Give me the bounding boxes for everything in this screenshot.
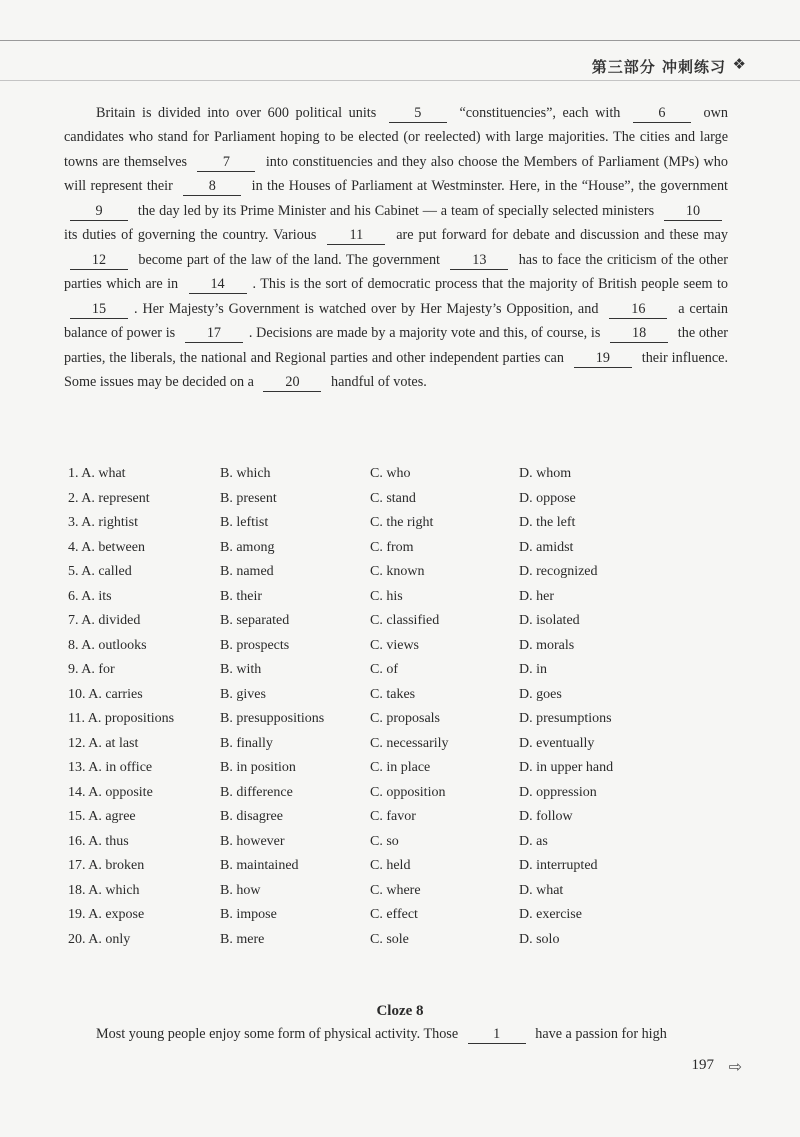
option-row <box>68 883 748 908</box>
option-choice: D. what <box>519 882 564 898</box>
passage-text: . This is the sort of democratic process that the majority of British people seem to <box>252 276 729 293</box>
option-choice: B. disagree <box>220 809 283 824</box>
answer-blank: 12 <box>70 252 128 270</box>
option-choice: D. in <box>519 662 547 677</box>
option-choice: D. isolated <box>519 613 580 628</box>
option-choice: D. her <box>519 588 554 604</box>
option-choice: C. held <box>370 858 411 873</box>
cloze-8-blank: 1 <box>468 1026 526 1044</box>
option-row <box>68 760 748 785</box>
option-choice: C. the right <box>370 515 434 530</box>
option-choice: C. favor <box>370 809 416 824</box>
passage-text: become part of the law of the land. The government <box>134 251 445 268</box>
option-choice: 20. A. only <box>68 931 131 947</box>
cloze-8-title: Cloze 8 <box>376 1003 424 1019</box>
option-choice: C. stand <box>370 490 416 506</box>
answer-options <box>68 466 748 956</box>
option-choice: 16. A. thus <box>68 833 129 849</box>
passage-text: its duties of governing the country. Various <box>64 227 322 244</box>
answer-blank: 9 <box>70 203 128 221</box>
passage-text: Britain is divided into over 600 political units <box>96 105 383 121</box>
option-choice: D. solo <box>519 931 560 947</box>
cloze-8-text-after: have a passion for high <box>535 1026 667 1042</box>
option-choice: D. amidst <box>519 539 574 555</box>
option-row <box>68 907 748 932</box>
option-choice: C. of <box>370 662 398 677</box>
option-choice: D. the left <box>519 515 576 530</box>
option-choice: C. his <box>370 588 403 604</box>
option-choice: D. exercise <box>519 907 582 922</box>
option-row <box>68 932 748 957</box>
option-choice: C. effect <box>370 907 418 922</box>
option-choice: C. sole <box>370 931 409 947</box>
option-choice: D. morals <box>519 637 575 653</box>
option-choice: B. named <box>220 564 274 579</box>
option-choice: 4. A. between <box>68 539 145 555</box>
option-choice: 19. A. expose <box>68 907 145 922</box>
option-row <box>68 589 748 614</box>
option-choice: B. gives <box>220 686 266 702</box>
option-choice: 14. A. opposite <box>68 784 153 800</box>
option-choice: C. necessarily <box>370 735 449 751</box>
option-choice: D. presumptions <box>519 711 612 726</box>
option-choice: B. however <box>220 833 285 849</box>
option-choice: C. opposition <box>370 784 446 800</box>
ornament-icon: ❖ <box>732 55 746 73</box>
option-choice: 9. A. for <box>68 662 115 677</box>
cloze-8-text-before: Most young people enjoy some form of physical activity. Those <box>96 1026 459 1042</box>
passage-text: . Decisions are made by a majority vote and this, of course, is <box>248 325 605 342</box>
section-title: 第三部分 冲刺练习 <box>591 58 726 76</box>
answer-blank: 5 <box>389 105 447 123</box>
passage-text: the other parties, the liberals, the national and Regional parties and other independent parties can <box>64 325 728 366</box>
option-choice: 13. A. in office <box>68 760 153 775</box>
option-row <box>68 858 748 883</box>
option-choice: B. with <box>220 662 262 677</box>
option-choice: B. which <box>220 466 271 481</box>
option-choice: 11. A. propositions <box>68 711 175 726</box>
answer-blank: 7 <box>197 154 255 172</box>
option-row <box>68 515 748 540</box>
next-page-arrow-icon: ⇨ <box>728 1057 742 1076</box>
answer-blank: 8 <box>183 178 241 196</box>
option-choice: B. separated <box>220 613 290 628</box>
option-choice: C. classified <box>370 613 440 628</box>
option-row <box>68 491 748 516</box>
option-choice: 7. A. divided <box>68 613 141 628</box>
option-choice: 2. A. represent <box>68 490 150 506</box>
option-choice: C. so <box>370 833 399 849</box>
page-header <box>0 0 800 82</box>
option-choice: D. interrupted <box>519 858 598 873</box>
answer-blank: 18 <box>610 325 668 343</box>
answer-blank: 15 <box>70 301 128 319</box>
answer-blank: 13 <box>450 252 508 270</box>
option-choice: B. maintained <box>220 858 299 873</box>
passage-text: the day led by its Prime Minister and his Cabinet — a team of specially selected ministers <box>134 202 658 219</box>
option-choice: 1. A. what <box>68 466 126 481</box>
option-choice: B. presuppositions <box>220 711 325 726</box>
option-choice: 5. A. called <box>68 564 132 579</box>
option-row <box>68 540 748 565</box>
passage-text: a certain balance of power is <box>64 300 728 342</box>
answer-blank: 16 <box>609 301 667 319</box>
option-choice: D. oppression <box>519 784 597 800</box>
cloze-8-first-line <box>96 1026 746 1044</box>
option-choice: C. where <box>370 882 421 898</box>
option-choice: 18. A. which <box>68 882 140 898</box>
passage-text: own candidates who stand for Parliament hoping to be elected (or reelected) with large majorities. The cities and large towns are themselves <box>64 105 728 170</box>
option-choice: B. how <box>220 882 261 898</box>
option-row <box>68 809 748 834</box>
option-row <box>68 736 748 761</box>
answer-blank: 6 <box>633 105 691 123</box>
option-choice: C. who <box>370 466 411 481</box>
passage-text: . Her Majesty’s Government is watched over by Her Majesty’s Opposition, and <box>134 300 604 317</box>
passage-text: “constituencies”, each with <box>452 105 627 121</box>
option-choice: C. in place <box>370 760 431 775</box>
answer-blank: 14 <box>189 276 247 294</box>
option-choice: 10. A. carries <box>68 686 143 702</box>
option-choice: B. mere <box>220 931 265 947</box>
answer-blank: 10 <box>664 203 722 221</box>
answer-blank: 17 <box>185 325 243 343</box>
option-choice: 17. A. broken <box>68 858 145 873</box>
option-choice: B. their <box>220 588 262 604</box>
option-choice: D. in upper hand <box>519 760 614 775</box>
option-choice: D. oppose <box>519 490 576 506</box>
option-row <box>68 564 748 589</box>
header-rule-lower <box>0 80 800 81</box>
option-choice: 3. A. rightist <box>68 515 139 530</box>
option-choice: C. views <box>370 637 419 653</box>
answer-blank: 19 <box>574 350 632 368</box>
passage-text: are put forward for debate and discussion and these may <box>391 227 728 244</box>
cloze-passage <box>64 101 728 394</box>
option-choice: 12. A. at last <box>68 735 139 751</box>
option-choice: 6. A. its <box>68 588 112 604</box>
option-choice: D. goes <box>519 686 562 702</box>
option-choice: D. recognized <box>519 564 598 579</box>
passage-text: has to face the criticism of the other parties which are in <box>64 251 729 293</box>
option-choice: 15. A. agree <box>68 809 136 824</box>
option-row <box>68 466 748 491</box>
option-row <box>68 662 748 687</box>
option-choice: B. in position <box>220 760 296 775</box>
option-row <box>68 687 748 712</box>
passage-text: their influence. Some issues may be decided on a <box>64 349 729 390</box>
answer-blank: 11 <box>327 227 385 245</box>
option-choice: C. proposals <box>370 711 440 726</box>
option-choice: D. whom <box>519 466 572 481</box>
page-number: 197 <box>691 1057 714 1073</box>
passage-text: in the Houses of Parliament at Westminster. Here, in the “House”, the government <box>247 178 728 195</box>
option-choice: B. among <box>220 539 275 555</box>
answer-blank: 20 <box>263 374 321 392</box>
option-row <box>68 785 748 810</box>
option-row <box>68 638 748 663</box>
passage-text: handful of votes. <box>327 373 427 390</box>
option-choice: B. impose <box>220 907 277 922</box>
option-choice: C. takes <box>370 686 416 702</box>
option-choice: C. from <box>370 539 414 555</box>
passage-text: into constituencies and they also choose the Members of Parliament (MPs) who will represent their <box>64 153 728 195</box>
option-row <box>68 613 748 638</box>
option-choice: D. as <box>519 833 548 849</box>
option-choice: D. follow <box>519 809 573 824</box>
option-row <box>68 711 748 736</box>
header-rule <box>0 40 800 41</box>
option-choice: B. prospects <box>220 637 290 653</box>
option-choice: 8. A. outlooks <box>68 637 147 653</box>
option-choice: B. finally <box>220 735 273 751</box>
option-choice: C. known <box>370 564 425 579</box>
option-choice: D. eventually <box>519 735 595 751</box>
option-choice: B. leftist <box>220 515 269 530</box>
option-choice: B. present <box>220 490 277 506</box>
option-choice: B. difference <box>220 784 293 800</box>
option-row <box>68 834 748 859</box>
